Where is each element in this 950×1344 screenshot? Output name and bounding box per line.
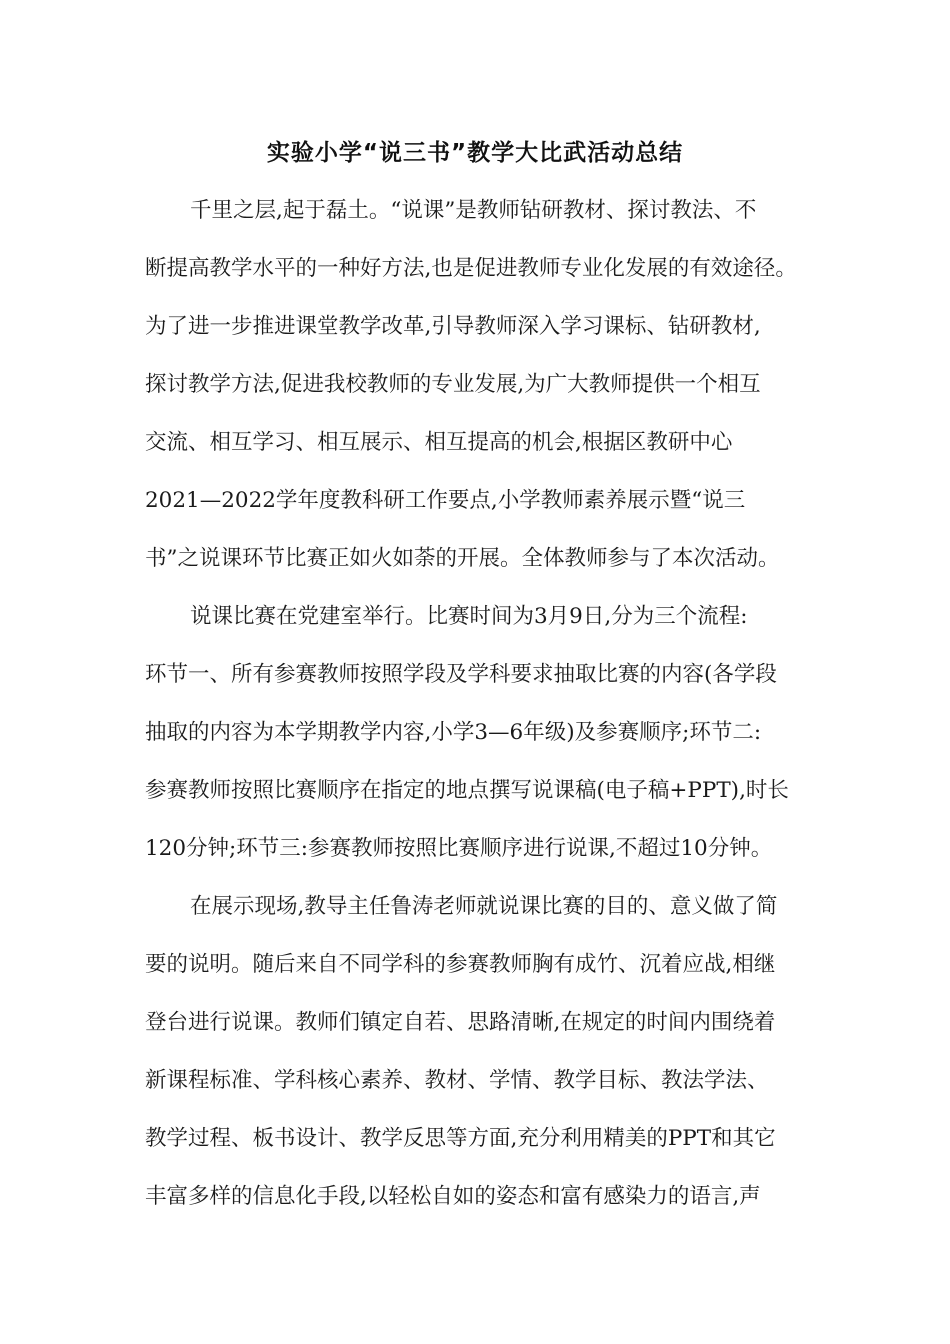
paragraph-3-line-1: 在展示现场,教导主任鲁涛老师就说课比赛的目的、意义做了简 bbox=[190, 894, 778, 919]
paragraph-1-line-3: 为了进一步推进课堂教学改革,引导教师深入学习课标、钻研教材, bbox=[145, 314, 761, 339]
paragraph-1-line-5: 交流、相互学习、相互展示、相互提高的机会,根据区教研中心 bbox=[145, 430, 733, 455]
paragraph-1-line-2: 断提高教学水平的一种好方法,也是促进教师专业化发展的有效途径。 bbox=[145, 256, 797, 281]
paragraph-2-line-2: 环节一、所有参赛教师按照学段及学科要求抽取比赛的内容(各学段 bbox=[145, 662, 777, 687]
paragraph-3-line-5: 教学过程、板书设计、教学反思等方面,充分利用精美的PPT和其它 bbox=[145, 1126, 776, 1151]
paragraph-2-line-3: 抽取的内容为本学期教学内容,小学3—6年级)及参赛顺序;环节二: bbox=[145, 720, 762, 745]
paragraph-1-line-1: 千里之层,起于磊土。“说课”是教师钻研教材、探讨教法、不 bbox=[190, 198, 757, 223]
paragraph-3-line-2: 要的说明。随后来自不同学科的参赛教师胸有成竹、沉着应战,相继 bbox=[145, 952, 776, 977]
paragraph-2-line-5: 120分钟;环节三:参赛教师按照比赛顺序进行说课,不超过10分钟。 bbox=[145, 836, 773, 861]
document-title: 实验小学“说三书”教学大比武活动总结 bbox=[266, 140, 684, 166]
paragraph-1-line-6: 2021—2022学年度教科研工作要点,小学教师素养展示暨“说三 bbox=[145, 488, 746, 513]
paragraph-3-line-6: 丰富多样的信息化手段,以轻松自如的姿态和富有感染力的语言,声 bbox=[145, 1184, 761, 1209]
paragraph-3-line-4: 新课程标准、学科核心素养、教材、学情、教学目标、教法学法、 bbox=[145, 1068, 769, 1093]
paragraph-1-line-4: 探讨教学方法,促进我校教师的专业发展,为广大教师提供一个相互 bbox=[145, 372, 761, 397]
paragraph-3-line-3: 登台进行说课。教师们镇定自若、思路清晰,在规定的时间内围绕着 bbox=[145, 1010, 776, 1035]
paragraph-2-line-1: 说课比赛在党建室举行。比赛时间为3月9日,分为三个流程: bbox=[190, 604, 748, 629]
paragraph-1-line-7: 书”之说课环节比赛正如火如荼的开展。全体教师参与了本次活动。 bbox=[145, 546, 780, 571]
paragraph-2-line-4: 参赛教师按照比赛顺序在指定的地点撰写说课稿(电子稿+PPT),时长 bbox=[145, 778, 789, 803]
